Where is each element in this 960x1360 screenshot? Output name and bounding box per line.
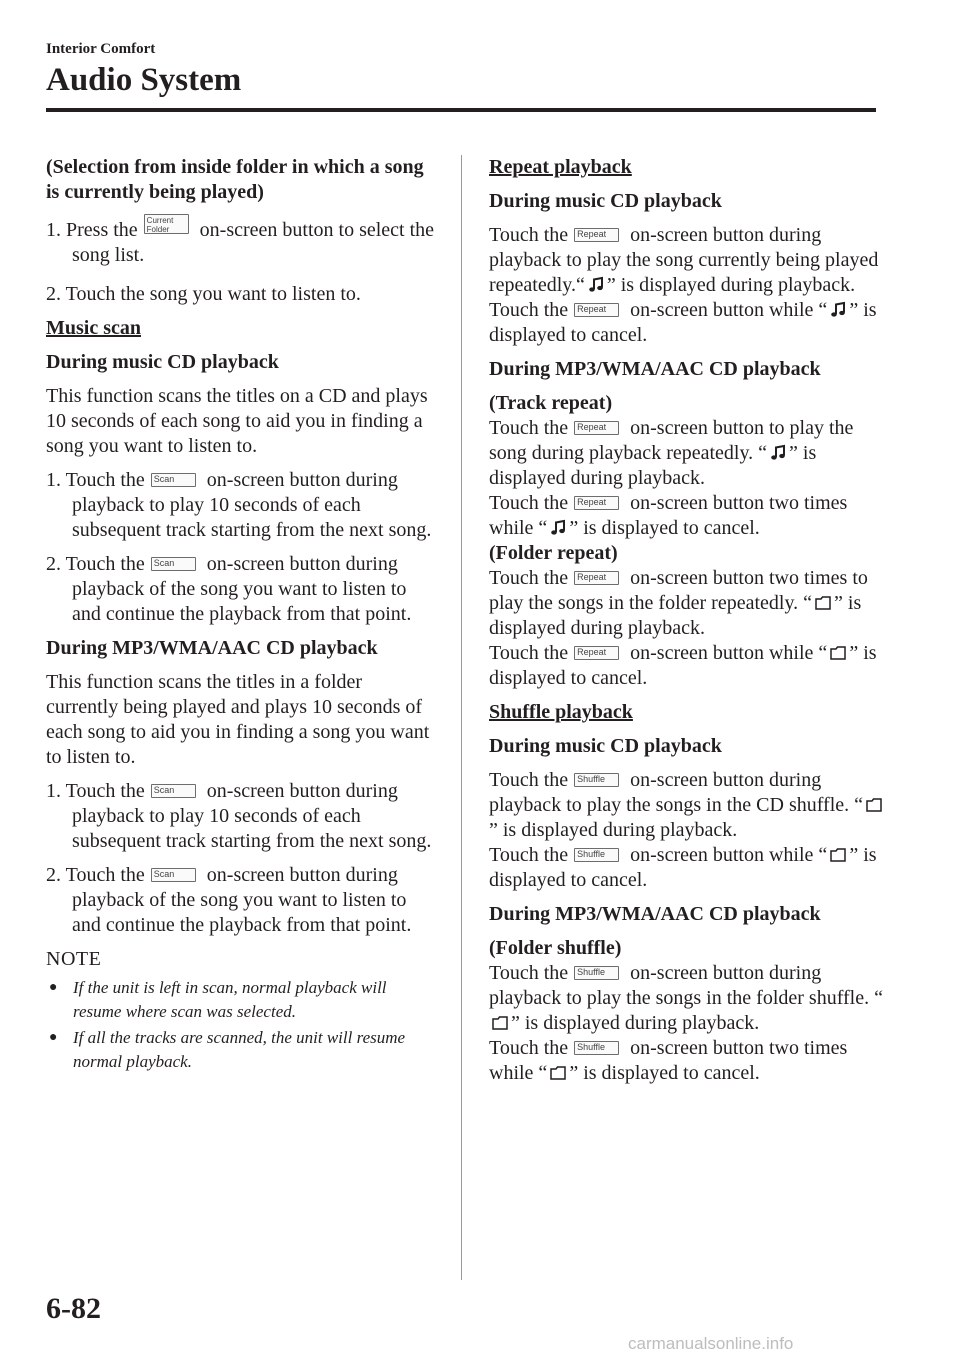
folder-icon [829, 644, 847, 662]
step-item: 2. Touch the song you want to listen to. [46, 283, 361, 305]
music-note-icon [549, 519, 567, 537]
step-item [46, 863, 438, 938]
text: ” is displayed during playback. [489, 592, 862, 639]
step-text: on-screen button to select the song list. [72, 219, 435, 266]
page-number: 6-82 [46, 1292, 101, 1325]
scan-button: Scan [151, 473, 196, 487]
text: ” is displayed during playback. [511, 1012, 760, 1034]
music-note-icon [829, 301, 847, 319]
step-item [46, 779, 438, 854]
text: Touch the [489, 1037, 569, 1059]
paragraph [489, 416, 889, 491]
paragraph: This function scans the titles in a folder currently being played and plays 10 seconds of each song to aid you in finding a song you want to listen to. [46, 671, 430, 768]
step-item [46, 552, 438, 627]
text: Touch the [489, 492, 569, 514]
text: Touch the [489, 567, 569, 589]
step-text: 1. Press the [46, 219, 138, 241]
text: Touch the [489, 642, 569, 664]
repeat-button: Repeat [574, 303, 619, 317]
current-folder-button [144, 214, 189, 234]
text: ” is displayed during playback. [489, 442, 817, 489]
music-scan-title: Music scan [46, 317, 141, 339]
text: ” is displayed during playback. [489, 819, 738, 841]
text: Touch the [489, 769, 569, 791]
repeat-button: Repeat [574, 646, 619, 660]
watermark: carmanualsonline.info [628, 1334, 794, 1353]
text: on-screen button while “ [630, 299, 828, 321]
text: Touch the [489, 417, 569, 439]
music-note-icon [587, 276, 605, 294]
paragraph [489, 223, 889, 298]
section-label: Interior Comfort [46, 41, 156, 57]
text: on-screen button two times while “ [489, 492, 848, 539]
bullet-icon: ● [49, 1030, 58, 1045]
page-title: Audio System [46, 62, 242, 98]
button-label: Current [146, 216, 174, 225]
mp3-playback-heading: During MP3/WMA/AAC CD playback [46, 637, 378, 659]
text: Touch the [489, 962, 569, 984]
scan-button: Scan [151, 784, 196, 798]
column-divider [461, 155, 462, 1280]
folder-selection-heading: (Selection from inside folder in which a song is currently being played) [46, 156, 424, 203]
text: on-screen button two times while “ [489, 1037, 848, 1084]
text: ” is displayed to cancel. [489, 642, 877, 689]
step-text: 1. Touch the [46, 469, 145, 491]
shuffle-button: Shuffle [574, 848, 619, 862]
track-repeat-heading: (Track repeat) [489, 392, 613, 414]
paragraph [489, 1036, 889, 1086]
repeat-button: Repeat [574, 421, 619, 435]
repeat-playback-title: Repeat playback [489, 156, 632, 178]
shuffle-button: Shuffle [574, 1041, 619, 1055]
cd-playback-heading: During music CD playback [489, 190, 722, 212]
step-item [46, 214, 438, 268]
paragraph [489, 768, 889, 843]
note-title: NOTE [46, 948, 102, 970]
step-text: on-screen button during playback of the song you want to listen to and continue the playback from that point. [72, 864, 412, 936]
text: Touch the [489, 844, 569, 866]
text: ” is displayed to cancel. [569, 517, 760, 539]
paragraph: This function scans the titles on a CD and plays 10 seconds of each song to aid you in finding a song you want to listen to. [46, 385, 428, 457]
text: ” is displayed during playback. [606, 274, 856, 296]
text: Touch the [489, 299, 569, 321]
folder-icon [865, 796, 883, 814]
bullet-icon: ● [49, 980, 58, 995]
step-item [46, 468, 438, 543]
repeat-button: Repeat [574, 496, 619, 510]
paragraph [489, 843, 889, 893]
folder-icon [829, 846, 847, 864]
step-text: on-screen button during playback of the song you want to listen to and continue the playback from that point. [72, 553, 412, 625]
text: on-screen button while “ [630, 844, 828, 866]
cd-playback-heading: During music CD playback [46, 351, 279, 373]
folder-icon [549, 1064, 567, 1082]
mp3-playback-heading: During MP3/WMA/AAC CD playback [489, 903, 821, 925]
text: on-screen button during playback to play the songs in the folder shuffle. “ [489, 962, 883, 1009]
music-note-icon [769, 444, 787, 462]
step-text: 1. Touch the [46, 780, 145, 802]
mp3-playback-heading: During MP3/WMA/AAC CD playback [489, 358, 821, 380]
folder-icon [491, 1014, 509, 1032]
text: ” is displayed to cancel. [569, 1062, 760, 1084]
paragraph [489, 491, 889, 541]
text: ” is displayed to cancel. [489, 299, 877, 346]
cd-playback-heading: During music CD playback [489, 735, 722, 757]
note-item [46, 976, 438, 1024]
header-rule [46, 108, 876, 112]
paragraph [489, 961, 889, 1036]
text: on-screen button during playback to play the songs in the CD shuffle. “ [489, 769, 864, 816]
folder-icon [814, 594, 832, 612]
paragraph [489, 566, 889, 641]
step-text: 2. Touch the [46, 553, 145, 575]
shuffle-playback-title: Shuffle playback [489, 701, 633, 723]
left-column [46, 155, 438, 1076]
note-item [46, 1026, 438, 1074]
repeat-button: Repeat [574, 228, 619, 242]
note-text: If all the tracks are scanned, the unit will resume normal playback. [73, 1028, 406, 1071]
step-text: on-screen button during playback to play 10 seconds of each subsequent track starting from the next song. [72, 469, 432, 541]
button-label: Folder [146, 225, 170, 234]
shuffle-button: Shuffle [574, 966, 619, 980]
step-text: 2. Touch the [46, 864, 145, 886]
text: on-screen button two times to play the songs in the folder repeatedly. “ [489, 567, 868, 614]
text: ” is displayed to cancel. [489, 844, 877, 891]
text: Touch the [489, 224, 569, 246]
folder-repeat-heading: (Folder repeat) [489, 542, 618, 564]
step-text: on-screen button during playback to play 10 seconds of each subsequent track starting from the next song. [72, 780, 432, 852]
page-header [46, 40, 876, 100]
folder-shuffle-heading: (Folder shuffle) [489, 937, 622, 959]
text: on-screen button to play the song during playback repeatedly. “ [489, 417, 854, 464]
note-text: If the unit is left in scan, normal playback will resume where scan was selected. [73, 978, 387, 1021]
scan-button: Scan [151, 868, 196, 882]
repeat-button: Repeat [574, 571, 619, 585]
paragraph [489, 298, 889, 348]
text: on-screen button during playback to play the song currently being played repeatedly.“ [489, 224, 879, 296]
scan-button: Scan [151, 557, 196, 571]
paragraph [489, 641, 889, 691]
shuffle-button: Shuffle [574, 773, 619, 787]
right-column [489, 155, 889, 1086]
text: on-screen button while “ [630, 642, 828, 664]
